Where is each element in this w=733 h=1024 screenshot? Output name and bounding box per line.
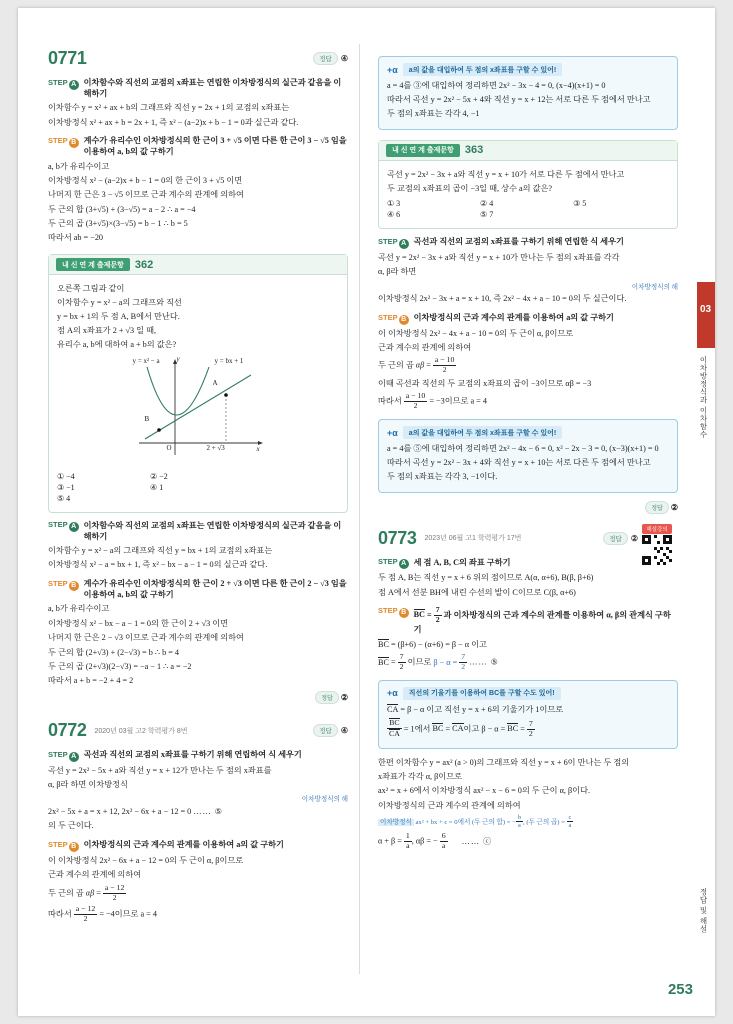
problem-header xyxy=(48,720,348,741)
line: 이때 곡선과 직선의 두 교점의 x좌표의 곱이 −3이므로 αβ = −3 xyxy=(378,378,592,388)
figure-line-label: y = bx + 1 xyxy=(214,356,244,365)
parabola-figure xyxy=(131,355,266,467)
naesin-body xyxy=(379,161,677,229)
line: 이차방정식 x² + ax + b = 2x + 1, 즉 x² − (a−2)x + b − 1 = 0과 실근과 같다. xyxy=(48,117,299,127)
line: 나머지 한 근은 3 − √5 이므로 근과 계수의 관계에 의하여 xyxy=(48,190,244,200)
step-a-title: 이차함수와 직선의 교점의 x좌표는 연립한 이차방정식의 실근과 같음을 이해하기 xyxy=(83,78,342,99)
figure-x-axis: x xyxy=(256,444,260,453)
line: BC = (β+6) − (α+6) = β − α 이고 xyxy=(378,639,487,649)
step-b-title: 이차방정식의 근과 계수의 관계를 이용하여 a의 값 구하기 xyxy=(83,840,284,850)
column-divider xyxy=(359,44,360,974)
line: a = 4를 ③에 대입하여 정리하면 2x² − 3x − 4 = 0, (x−4)(x+1) = 0 xyxy=(387,81,606,90)
problem-number: 0773 xyxy=(378,527,417,548)
line: 따라서 곡선 y = 2x² − 3x + 4와 직선 y = x + 10는 서로 다른 두 점에서 만나고 xyxy=(387,458,651,467)
side-note: 이차방정식의 해 xyxy=(301,796,348,804)
side-note: 이차방정식 ax² + bx + c = 0에서 (두 근의 합) = − $\frac{b}{a}$ , (두 근의 곱) = $\frac{c}{a}$ xyxy=(380,814,572,830)
line: 이차방정식 x² − a = bx + 1, 즉 x² − bx − a − 1 = 0의 실근과 같다. xyxy=(48,560,268,570)
line: 이차함수 y = x² + ax + b의 그래프와 직선 y = 2x + 1의 교점의 x좌표는 xyxy=(48,103,290,113)
product-line: 두 근의 곱 αβ = $\frac{a - 12}{2}$ xyxy=(48,882,125,902)
line: 두 근의 합 (3+√5) + (3−√5) = a − 2 ∴ a = −4 xyxy=(48,204,196,214)
line: 나머지 한 근은 2 − √3 이므로 근과 계수의 관계에 의하여 xyxy=(48,633,244,643)
choice-2[interactable]: ② 4 xyxy=(480,199,494,209)
step-b-title: 계수가 유리수인 이차방정식의 한 근이 2 + √3 이면 다른 한 근이 2 − √3 임을 이용하여 a, b의 값 구하기 xyxy=(83,579,347,600)
step-tag-b: STEP B xyxy=(378,606,409,619)
answer-label: 정답 xyxy=(315,691,339,704)
line: 근과 계수의 관계에 의하여 xyxy=(48,870,142,880)
side-note: 이차방정식의 해 xyxy=(631,283,678,291)
dots: …… ⑤ xyxy=(193,806,224,816)
figure-x-tick: 2 + √3 xyxy=(206,443,225,452)
answer-badge xyxy=(313,724,348,737)
line: 두 근의 합 (2+√3) + (2−√3) = b ∴ b = 4 xyxy=(48,647,179,657)
step-tag-a: STEP A xyxy=(48,520,79,533)
alpha-header xyxy=(387,426,669,439)
product-line: 두 근의 곱 αβ = $\frac{a - 10}{2}$ xyxy=(378,355,455,375)
parabola-svg xyxy=(131,355,266,467)
problem-number: 0771 xyxy=(48,48,87,68)
alpha-title: 직선의 기울기를 이용하여 BC를 구할 수도 있어! xyxy=(403,687,561,700)
segment-bc: BC xyxy=(413,610,425,620)
figure-y-axis: y xyxy=(176,354,180,363)
step-a xyxy=(378,557,678,570)
conclusion-line: 따라서 $\frac{a - 12}{2}$ = −4이므로 a = 4 xyxy=(48,903,157,923)
figure-curve-label: y = x² − a xyxy=(132,356,160,365)
line: $\frac{BC}{CA}$ = 1에서 BC = CA이고 β − α = BC = $\frac{7}{2}$ xyxy=(389,717,533,738)
conclusion-line: 따라서 $\frac{a - 10}{2}$ = −3이므로 a = 4 xyxy=(378,391,487,411)
line: 이차방정식 x² − (a−2)x + b − 1 = 0의 한 근이 3 + √5 이면 xyxy=(48,175,243,185)
line: BC = $\frac{7}{2}$ 이므로 β − α = $\frac{7}{2}$ …… ⑤ xyxy=(378,651,499,671)
answer-value: ④ xyxy=(340,726,348,736)
left-column xyxy=(48,48,348,926)
step-a-title: 세 점 A, B, C의 좌표 구하기 xyxy=(413,557,511,567)
choice-1[interactable]: ① 3 xyxy=(387,199,401,209)
line: x좌표가 각각 α, β이므로 xyxy=(378,772,463,782)
answer-right xyxy=(378,501,678,514)
naesin-badge: 내 신 연 계 출제문항 xyxy=(56,258,130,271)
choice-4[interactable]: ④ 1 xyxy=(150,482,164,492)
choice-4[interactable]: ④ 6 xyxy=(387,210,401,220)
line: α, β라 하면 xyxy=(378,267,417,277)
step-tag-b: STEP B xyxy=(48,839,79,852)
problem-header xyxy=(48,48,348,69)
step-b xyxy=(378,312,678,325)
alpha-title: a의 값을 대입하여 두 점의 x좌표를 구할 수 있어! xyxy=(403,426,562,439)
line: α, β라 하면 이차방정식 xyxy=(48,780,128,790)
step-tag-b: STEP B xyxy=(378,312,409,325)
chapter-title-vertical: 이차방정식과 이차함수 xyxy=(699,356,708,439)
chapter-tab xyxy=(697,282,715,348)
problem-source: 2023년 06월 고1 학력평가 17번 xyxy=(424,535,522,543)
final-line: α + β = $\frac{1}{a}$ , αβ = − $\frac{6}{a}$ …… ⓒ xyxy=(378,831,493,851)
problem-0773 xyxy=(378,528,678,851)
line: CA = β − α 이고 직선 y = x + 6의 기울기가 1이므로 xyxy=(387,704,564,714)
qr-code-block[interactable] xyxy=(642,524,672,565)
line: 따라서 곡선 y = 2x² − 5x + 4와 직선 y = x + 12는 서로 다른 두 점에서 만나고 xyxy=(387,94,651,104)
step-b xyxy=(378,606,678,636)
naesin-box-362 xyxy=(48,254,348,512)
figure-origin: O xyxy=(166,443,172,452)
alpha-box-2 xyxy=(378,419,678,493)
line: 이 이차방정식 2x² − 4x + a − 10 = 0의 두 근이 α, β이므로 xyxy=(378,328,574,338)
line: 이차함수 y = x² − a의 그래프와 직선 y = bx + 1의 교점의 x좌표는 xyxy=(48,545,273,555)
plus-alpha-icon: +α xyxy=(387,427,398,438)
line: 두 근의 곱 (3+√5)×(3−√5) = b − 1 ∴ b = 5 xyxy=(48,219,188,229)
step-b-title: 계수가 유리수인 이차방정식의 한 근이 3 + √5 이면 다른 한 근이 3 − √5 임을 이용하여 a, b의 값 구하기 xyxy=(83,136,347,157)
problem-0771 xyxy=(48,48,348,244)
step-tag-b: STEP B xyxy=(48,578,79,591)
step-tag-b: STEP B xyxy=(48,135,79,148)
answer-badge xyxy=(313,52,348,65)
qr-code-icon[interactable] xyxy=(642,535,672,565)
answer-value: ② xyxy=(630,533,638,543)
line: 이 이차방정식 2x² − 6x + a − 12 = 0의 두 근이 α, β이므로 xyxy=(48,855,244,865)
naesin-number: 362 xyxy=(134,258,154,271)
choice-5[interactable]: ⑤ 4 xyxy=(57,493,71,503)
step-a xyxy=(48,77,348,99)
step-b xyxy=(48,839,348,852)
step-tag-a: STEP A xyxy=(48,749,79,762)
choice-2[interactable]: ② −2 xyxy=(150,471,168,481)
choice-list xyxy=(57,471,339,504)
answer-value: ② xyxy=(670,502,678,512)
line: a, b가 유리수이고 xyxy=(48,161,110,171)
naesin-badge: 내 신 연 계 출제문항 xyxy=(386,144,460,157)
right-column xyxy=(378,48,678,854)
line: 두 점의 x좌표는 각각 4, −1 xyxy=(387,108,480,118)
problem-header xyxy=(378,528,678,549)
line: 의 두 근이다. xyxy=(48,821,94,831)
line: 두 점의 x좌표는 각각 3, −1이다. xyxy=(387,471,498,481)
naesin-header xyxy=(379,141,677,161)
problem-number: 0772 xyxy=(48,720,87,741)
step-a xyxy=(48,749,348,762)
alpha-title: a의 값을 대입하여 두 점의 x좌표를 구할 수 있어! xyxy=(403,63,562,76)
answer-label: 정답 xyxy=(645,501,669,514)
line: a, b가 유리수이고 xyxy=(48,604,110,614)
line: 이차함수 y = x² − a의 그래프와 직선 xyxy=(57,298,182,308)
line: 점 A의 x좌표가 2 + √3 일 때, xyxy=(57,326,157,336)
line: 두 점 A, B는 직선 y = x + 6 위의 점이므로 A(α, α+6), B(β, β+6) xyxy=(378,573,594,583)
answer-book-page xyxy=(18,8,715,1016)
naesin-body xyxy=(49,275,347,511)
line: 곡선 y = 2x² − 3x + a와 직선 y = x + 10가 만나는 두 점의 x좌표를 각각 xyxy=(378,252,620,262)
line: 이차방정식 x² − bx − a − 1 = 0의 한 근이 2 + √3 이면 xyxy=(48,618,229,628)
alpha-header xyxy=(387,687,669,700)
choice-3[interactable]: ③ −1 xyxy=(57,482,75,492)
answer-badge xyxy=(603,532,638,545)
line: 근과 계수의 관계에 의하여 xyxy=(378,343,472,353)
alpha-box-3 xyxy=(378,680,678,749)
naesin-number: 363 xyxy=(464,144,484,157)
line: 곡선 y = 2x² − 5x + a와 직선 y = x + 12가 만나는 두 점의 x좌표를 xyxy=(48,765,272,775)
step-b-title: 이차방정식의 근과 계수의 관계를 이용하여 a의 값 구하기 xyxy=(413,313,614,323)
line: 곡선 y = 2x² − 3x + a와 직선 y = x + 10가 서로 다른 두 점에서 만나고 xyxy=(387,169,625,179)
step-a-title: 이차함수와 직선의 교점의 x좌표는 연립한 이차방정식의 실근과 같음을 이해하기 xyxy=(83,520,342,541)
answer-value: ④ xyxy=(340,54,348,63)
choice-5[interactable]: ⑤ 7 xyxy=(480,210,494,220)
figure-point-a: A xyxy=(212,378,218,387)
line: ax² = x + 6에서 이차방정식 ax² − x − 6 = 0의 두 근이 α, β이다. xyxy=(378,786,591,796)
line: 한편 이차함수 y = ax² (a > 0)의 그래프와 직선 y = x + 6이 만나는 두 점의 xyxy=(378,757,630,767)
answer-label: 정답 xyxy=(603,532,628,545)
step-b xyxy=(48,135,348,157)
problem-source: 2020년 03월 고2 학력평가 8번 xyxy=(94,727,188,735)
line: 유리수 a, b에 대하여 a + b의 값은? xyxy=(57,339,177,349)
answer-value: ② xyxy=(340,693,348,703)
choice-list xyxy=(387,198,669,220)
line: 따라서 ab = −20 xyxy=(48,233,104,243)
plus-alpha-icon: +α xyxy=(387,64,398,75)
line: 두 교점의 x좌표의 곱이 −3일 때, 상수 a의 값은? xyxy=(387,183,553,193)
naesin-box-363 xyxy=(378,140,678,230)
step-tag-a: STEP A xyxy=(378,557,409,570)
qr-label: 해설강의 xyxy=(642,524,672,534)
line: 이차방정식 2x² − 3x + a = x + 10, 즉 2x² − 4x + a − 10 = 0의 두 실근이다. xyxy=(378,294,627,304)
section-title-vertical: 정답 및 해설 xyxy=(699,888,708,933)
step-b xyxy=(48,578,348,600)
line: 점 A에서 선분 BH에 내린 수선의 발이 C이므로 C(β, α+6) xyxy=(378,587,576,597)
page-number: 253 xyxy=(667,981,693,998)
step-a-title: 곡선과 직선의 교점의 x좌표를 구하기 위해 연립하여 식 세우기 xyxy=(83,750,302,760)
problem-0772 xyxy=(48,720,348,924)
choice-3[interactable]: ③ 5 xyxy=(573,199,587,209)
step-tag-a: STEP A xyxy=(48,77,79,90)
naesin-header xyxy=(49,255,347,275)
answer-label: 정답 xyxy=(313,724,338,737)
step-a xyxy=(48,520,348,542)
alpha-header xyxy=(387,63,669,76)
step-tag-a: STEP A xyxy=(378,236,409,249)
choice-1[interactable]: ① −4 xyxy=(57,471,75,481)
answer-label: 정답 xyxy=(313,52,338,65)
alpha-box-1 xyxy=(378,56,678,130)
step-a-title: 곡선과 직선의 교점의 x좌표를 구하기 위해 연립한 식 세우기 xyxy=(413,237,624,247)
line: 따라서 a + b = −2 + 4 = 2 xyxy=(48,676,134,686)
line: y = bx + 1의 두 점 A, B에서 만난다. xyxy=(57,312,180,322)
line: 두 근의 곱 (2+√3)(2−√3) = −a − 1 ∴ a = −2 xyxy=(48,661,192,671)
line: a = 4를 ⑤에 대입하여 정리하면 2x² − 4x − 6 = 0, x² − 2x − 3 = 0, (x−3)(x+1) = 0 xyxy=(387,444,659,454)
step-b-title: BC = $\frac{7}{2}$ 과 이차방정식의 근과 계수의 관계를 이용하여 α, β의 관계식 구하기 xyxy=(413,604,671,635)
chapter-number: 03 xyxy=(700,304,712,315)
step-a xyxy=(378,236,678,249)
figure-point-b: B xyxy=(144,414,150,423)
line: 이차방정식의 근과 계수의 관계에 의하여 xyxy=(378,800,521,810)
line: 2x² − 5x + a = x + 12, 2x² − 6x + a − 12 = 0 …… ⑤ xyxy=(48,806,224,816)
line: 오른쪽 그림과 같이 xyxy=(57,284,125,294)
plus-alpha-icon: +α xyxy=(387,688,398,699)
answer-right xyxy=(48,691,348,704)
